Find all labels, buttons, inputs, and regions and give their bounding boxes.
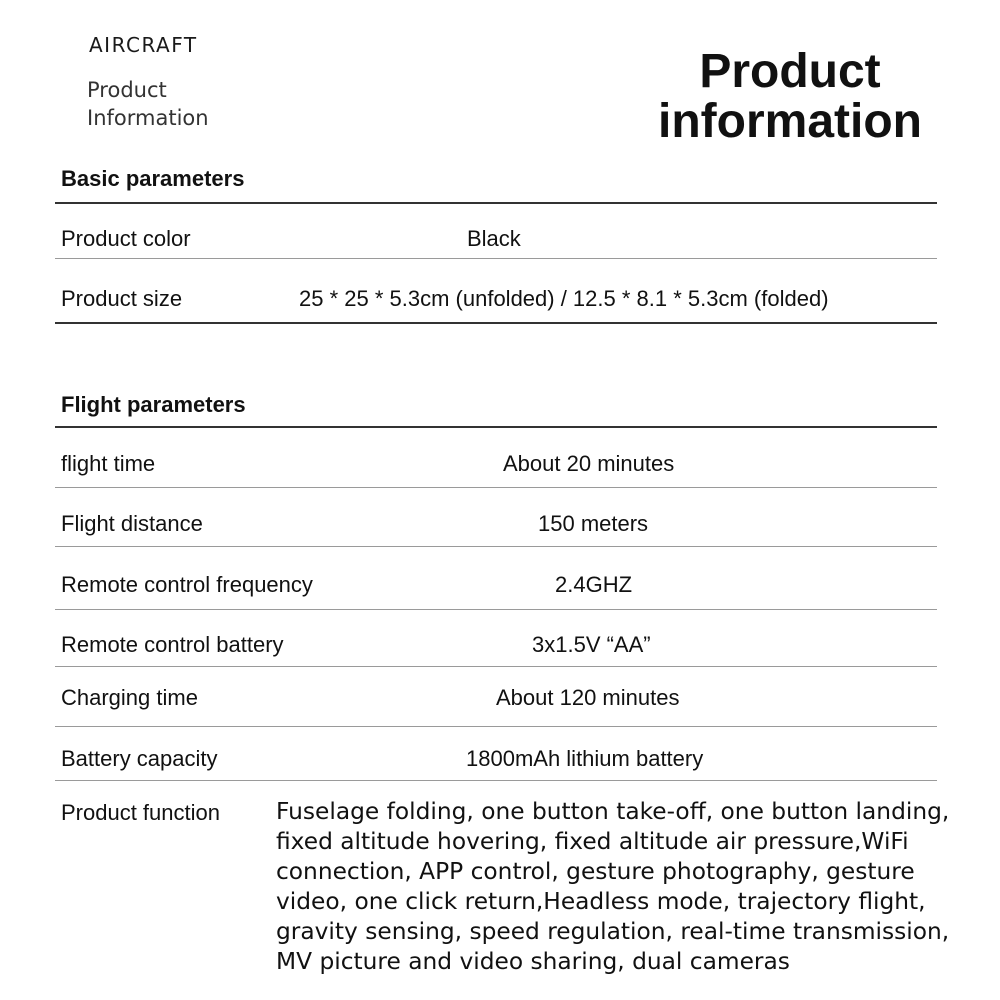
spec-value-product-color: Black xyxy=(467,226,521,251)
row-divider xyxy=(55,666,937,667)
function-line: MV picture and video sharing, dual cameras xyxy=(276,948,790,975)
function-line: connection, APP control, gesture photography, gesture xyxy=(276,858,915,885)
section-divider xyxy=(55,202,937,204)
spec-value-charging-time: About 120 minutes xyxy=(496,685,680,710)
spec-value-product-size: 25 * 25 * 5.3cm (unfolded) / 12.5 * 8.1 * 5.3cm (folded) xyxy=(299,286,829,311)
spec-label-product-color: Product color xyxy=(61,226,191,251)
spec-label-battery-capacity: Battery capacity xyxy=(61,746,218,771)
header-subtitle xyxy=(87,76,209,132)
function-line: Fuselage folding, one button take-off, one button landing, xyxy=(276,798,950,825)
spec-value-product-function xyxy=(276,797,950,977)
section-divider xyxy=(55,426,937,428)
row-divider xyxy=(55,609,937,610)
spec-value-remote-frequency: 2.4GHZ xyxy=(555,572,633,597)
spec-value-flight-time: About 20 minutes xyxy=(503,451,675,476)
function-line: fixed altitude hovering, fixed altitude air pressure,WiFi xyxy=(276,828,909,855)
section-divider xyxy=(55,322,937,324)
subtitle-line-1: Product xyxy=(87,78,167,102)
brand-logo-text: AIRCRAFT xyxy=(89,33,198,57)
subtitle-line-2: Information xyxy=(87,106,209,130)
spec-label-product-size: Product size xyxy=(61,286,183,311)
row-divider xyxy=(55,258,937,259)
spec-value-flight-distance: 150 meters xyxy=(538,511,649,536)
spec-value-remote-battery: 3x1.5V “AA” xyxy=(532,632,651,657)
page-title xyxy=(640,47,940,147)
row-divider xyxy=(55,726,937,727)
row-divider xyxy=(55,546,937,547)
section-title-flight: Flight parameters xyxy=(61,392,246,417)
section-title-basic: Basic parameters xyxy=(61,166,245,191)
spec-label-remote-frequency: Remote control frequency xyxy=(61,572,313,597)
row-divider xyxy=(55,487,937,488)
function-line: gravity sensing, speed regulation, real-time transmission, xyxy=(276,918,950,945)
page-title-line-1: Product xyxy=(699,45,881,98)
row-divider xyxy=(55,780,937,781)
spec-label-charging-time: Charging time xyxy=(61,685,198,710)
page-title-line-2: information xyxy=(658,95,922,148)
function-line: video, one click return,Headless mode, trajectory flight, xyxy=(276,888,926,915)
spec-label-product-function: Product function xyxy=(61,800,220,825)
spec-label-flight-distance: Flight distance xyxy=(61,511,203,536)
spec-label-remote-battery: Remote control battery xyxy=(61,632,284,657)
spec-value-battery-capacity: 1800mAh lithium battery xyxy=(466,746,704,771)
spec-label-flight-time: flight time xyxy=(61,451,156,476)
